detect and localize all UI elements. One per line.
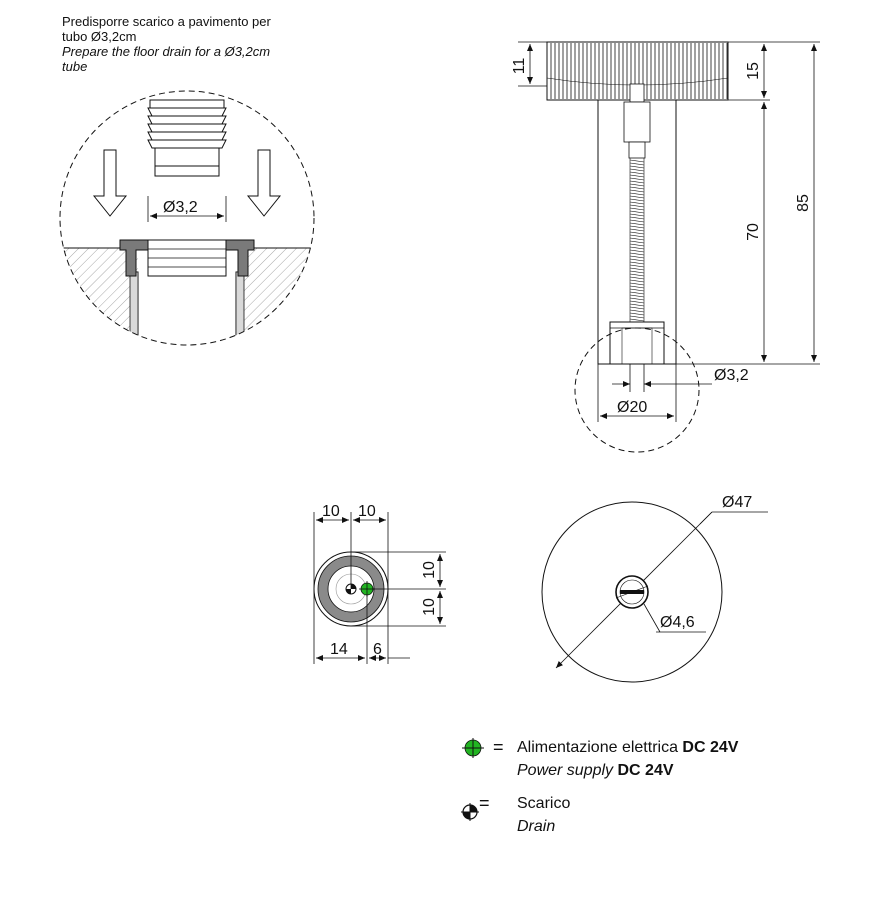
side-elevation bbox=[511, 42, 820, 452]
top-view-small bbox=[314, 503, 446, 664]
legend-power-symbol bbox=[462, 738, 484, 758]
body-diameter-dim: Ø20 bbox=[617, 399, 648, 416]
legend-power-sub-voltage: DC 24V bbox=[617, 762, 674, 779]
bottom-left-dim: 14 bbox=[330, 641, 348, 658]
legend-drain-symbol bbox=[461, 803, 479, 821]
outlet-diameter-dim: Ø3,2 bbox=[714, 367, 749, 384]
down-arrow-right bbox=[248, 150, 280, 216]
hole-diameter-dim: Ø4,6 bbox=[660, 614, 695, 631]
floor-drain-detail bbox=[55, 91, 325, 358]
legend-power-voltage: DC 24V bbox=[682, 739, 739, 756]
head-height-dim: 15 bbox=[745, 62, 762, 80]
legend-power-equals: = bbox=[493, 737, 504, 757]
detail-diameter-label: Ø3,2 bbox=[163, 199, 198, 216]
side-lower-dim: 10 bbox=[421, 598, 438, 616]
legend-drain-label: Scarico bbox=[517, 795, 571, 812]
note-italian-line-2: tubo Ø3,2cm bbox=[62, 29, 137, 44]
bottom-right-dim: 6 bbox=[373, 641, 382, 658]
note-english-line-2: tube bbox=[62, 59, 88, 74]
top-left-dim: 10 bbox=[322, 503, 340, 520]
note-italian-line-1: Predisporre scarico a pavimento per bbox=[62, 14, 271, 29]
down-arrow-left bbox=[94, 150, 126, 216]
top-right-dim: 10 bbox=[358, 503, 376, 520]
legend-power-label: Alimentazione elettrica bbox=[517, 739, 683, 756]
flange-view bbox=[542, 494, 768, 682]
flange-diameter-dim: Ø47 bbox=[722, 494, 753, 511]
legend-power-sub-label: Power supply bbox=[517, 762, 618, 779]
ribbed-tube bbox=[148, 100, 226, 176]
note-english-line-1: Prepare the floor drain for a Ø3,2cm bbox=[62, 44, 271, 59]
body-height-dim: 70 bbox=[745, 223, 762, 241]
legend-drain-sub-label: Drain bbox=[517, 818, 556, 835]
side-upper-dim: 10 bbox=[421, 561, 438, 579]
head-inner-dim: 11 bbox=[511, 57, 528, 75]
total-height-dim: 85 bbox=[795, 194, 812, 212]
legend-drain-equals: = bbox=[479, 793, 490, 813]
